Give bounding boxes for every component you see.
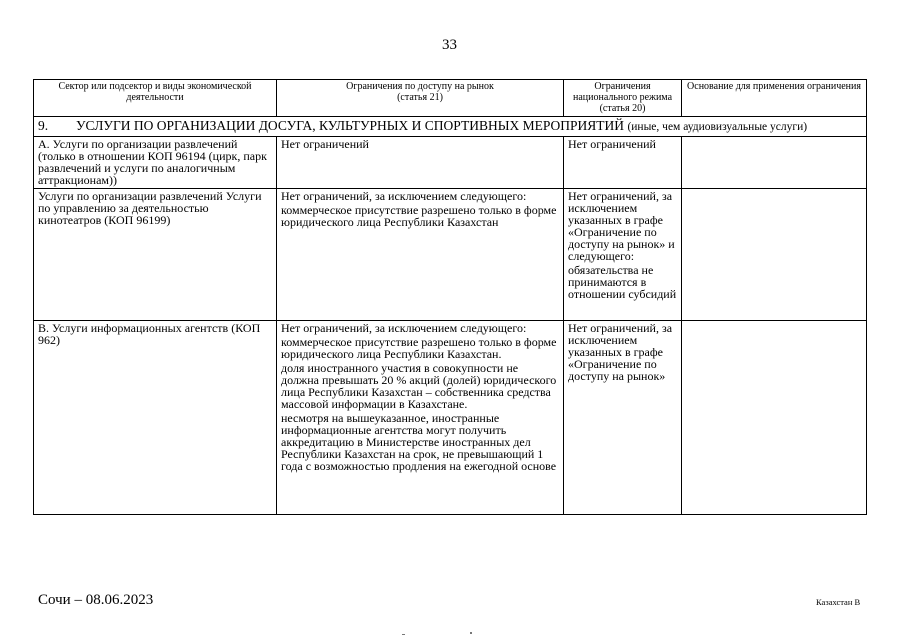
header-national-treatment-line2: национального режима bbox=[572, 92, 673, 103]
section-row bbox=[34, 117, 867, 137]
header-market-access-title: Ограничения по доступу на рынок bbox=[346, 81, 494, 92]
cell-national-treatment-paragraph: обязательства не принимаются в отношении субсидий bbox=[568, 263, 677, 301]
cell-national-treatment bbox=[564, 189, 682, 321]
section-number: 9. bbox=[38, 118, 49, 133]
cell-basis bbox=[682, 137, 867, 189]
section-title-note: (иные, чем аудиовизуальные услуги) bbox=[627, 121, 808, 133]
scan-mark bbox=[402, 634, 405, 635]
restrictions-table bbox=[33, 79, 867, 515]
header-national-treatment-article: (статья 20) bbox=[599, 103, 646, 114]
cell-national-treatment bbox=[564, 321, 682, 515]
section-title-text: УСЛУГИ ПО ОРГАНИЗАЦИИ ДОСУГА, КУЛЬТУРНЫХ И СПОРТИВНЫХ МЕРОПРИЯТИЙ bbox=[76, 118, 625, 133]
cell-national-treatment-paragraph: Нет ограничений, за исключением указанных в графе «Ограничение по доступу на рынок» и следующего: bbox=[568, 189, 675, 263]
header-basis: Основание для применения ограничения bbox=[682, 80, 867, 117]
header-market-access bbox=[277, 80, 564, 117]
header-national-treatment bbox=[564, 80, 682, 117]
cell-national-treatment bbox=[564, 137, 682, 189]
header-market-access-article: (статья 21) bbox=[397, 92, 443, 103]
cell-market-access-paragraph: Нет ограничений bbox=[281, 137, 369, 151]
cell-sector: B. Услуги информационных агентств (КОП 962) bbox=[34, 321, 277, 515]
header-national-treatment-line1: Ограничения bbox=[594, 81, 651, 92]
cell-market-access-paragraph: коммерческое присутствие разрешено только в форме юридического лица Республики Казахстан. bbox=[281, 335, 557, 361]
section-title bbox=[34, 117, 867, 137]
page-number: 33 bbox=[442, 37, 457, 53]
cell-market-access-paragraph: доля иностранного участия в совокупности не должна превышать 20 % акций (долей) юридического лица Республики Казахстан – собственника средства массовой информации в Казахстане. bbox=[281, 361, 557, 411]
cell-basis bbox=[682, 189, 867, 321]
header-sector: Сектор или подсектор и виды экономической деятельности bbox=[34, 80, 277, 117]
cell-sector: A. Услуги по организации развлечений (только в отношении КОП 96194 (цирк, парк развлечений и услуги по аналогичным аттракционам)) bbox=[34, 137, 277, 189]
cell-national-treatment-paragraph: Нет ограничений, за исключением указанных в графе «Ограничение по доступу на рынок» bbox=[568, 321, 673, 383]
cell-basis bbox=[682, 321, 867, 515]
cell-market-access-paragraph: коммерческое присутствие разрешено только в форме юридического лица Республики Казахстан bbox=[281, 203, 557, 229]
table-row bbox=[34, 321, 867, 515]
table-body bbox=[34, 137, 867, 515]
cell-market-access-paragraph: несмотря на вышеуказанное, иностранные информационные агентства могут получить аккредитацию в Министерстве иностранных дел Республики Казахстан на срок, не превышающий 1 года с возможностью продления на ежегодной основе bbox=[281, 411, 557, 473]
cell-market-access-paragraph: Нет ограничений, за исключением следующего: bbox=[281, 321, 527, 335]
cell-national-treatment-paragraph: Нет ограничений bbox=[568, 137, 656, 151]
cell-market-access bbox=[277, 189, 564, 321]
table-row bbox=[34, 137, 867, 189]
scan-mark bbox=[470, 632, 472, 634]
footer-date: Сочи – 08.06.2023 bbox=[38, 592, 154, 608]
cell-market-access bbox=[277, 137, 564, 189]
cell-market-access bbox=[277, 321, 564, 515]
cell-sector: Услуги по организации развлечений Услуги по управлению за деятельностью кинотеатров (КОП 96199) bbox=[34, 189, 277, 321]
table-row bbox=[34, 189, 867, 321]
cell-market-access-paragraph: Нет ограничений, за исключением следующего: bbox=[281, 189, 527, 203]
footer-country: Казахстан В bbox=[816, 597, 861, 607]
table-header-row bbox=[34, 80, 867, 117]
